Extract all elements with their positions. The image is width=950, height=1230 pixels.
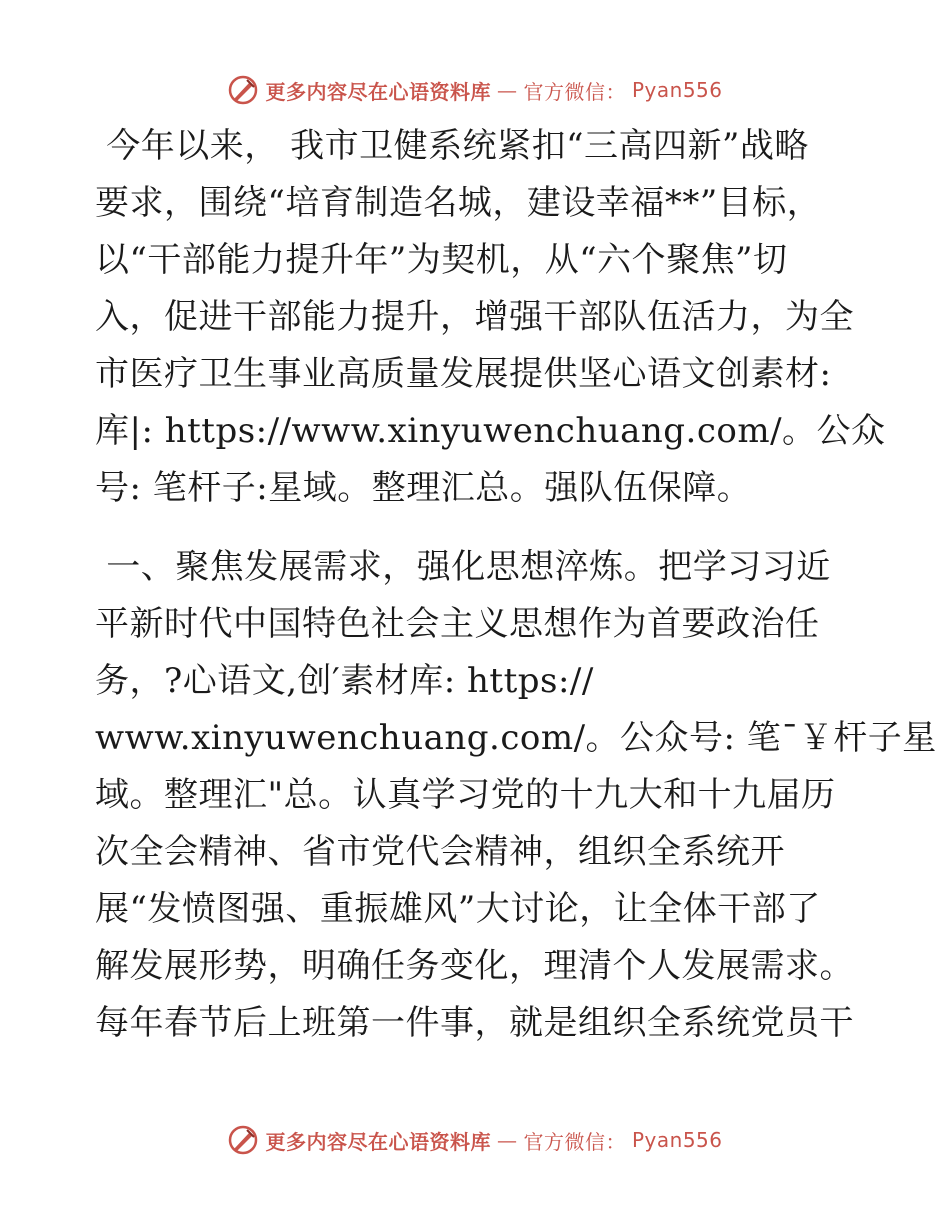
- watermark-wechat-label: 官方微信：: [523, 1129, 626, 1154]
- text-line: 平新时代中国特色社会主义思想作为首要政治任: [95, 604, 820, 644]
- watermark-header: [0, 70, 950, 110]
- brush-logo-icon: [227, 74, 259, 106]
- text-line: 展“发愤图强、重振雄风”大讨论，让全体干部了: [95, 889, 821, 929]
- watermark-wechat-id: Pyan556: [631, 78, 723, 102]
- text-line: 次全会精神、省市党代会精神，组织全系统开: [95, 832, 785, 872]
- text-line: 务，?心语文,创′素材库: https://: [95, 661, 594, 701]
- watermark-footer: [0, 1120, 950, 1160]
- text-line: www.xinyuwenchuang.com/。公众号: 笔¯￥杆子星: [95, 718, 937, 758]
- watermark-separator: —: [496, 78, 518, 102]
- text-line: 库|: https://www.xinyuwenchuang.com/。公众: [95, 411, 886, 451]
- text-line: 今年以来， 我市卫健系统紧扣“三高四新”战略: [95, 126, 809, 166]
- text-line: 要求，围绕“培育制造名城，建设幸福**”目标，: [95, 183, 822, 223]
- watermark-wechat-id: Pyan556: [631, 1128, 723, 1152]
- watermark-wechat-label: 官方微信：: [523, 79, 626, 104]
- document-body: [95, 118, 937, 1052]
- text-line: 解发展形势，明确任务变化，理清个人发展需求。: [95, 946, 854, 986]
- text-line: 域。整理汇"总。认真学习党的十九大和十九届历: [95, 775, 836, 815]
- text-line: 号: 笔杆子:星域。整理汇总。强队伍保障。: [95, 468, 752, 508]
- text-line: 以“干部能力提升年”为契机，从“六个聚焦”切: [95, 240, 788, 280]
- paragraph-intro: [95, 118, 886, 517]
- text-line: 每年春节后上班第一件事，就是组织全系统党员干: [95, 1003, 854, 1043]
- text-line: 市医疗卫生事业高质量发展提供坚心语文创素材:: [95, 354, 832, 394]
- text-line: 入，促进干部能力提升，增强干部队伍活力，为全: [95, 297, 854, 337]
- watermark-separator: —: [496, 1128, 518, 1152]
- watermark-site-text: 更多内容尽在心语资料库: [265, 79, 491, 104]
- text-line: 一、聚焦发展需求，强化思想淬炼。把学习习近: [95, 547, 831, 587]
- paragraph-spacer: [95, 517, 865, 539]
- watermark-site-text: 更多内容尽在心语资料库: [265, 1129, 491, 1154]
- paragraph-section-one: [95, 539, 937, 1052]
- brush-logo-icon: [227, 1124, 259, 1156]
